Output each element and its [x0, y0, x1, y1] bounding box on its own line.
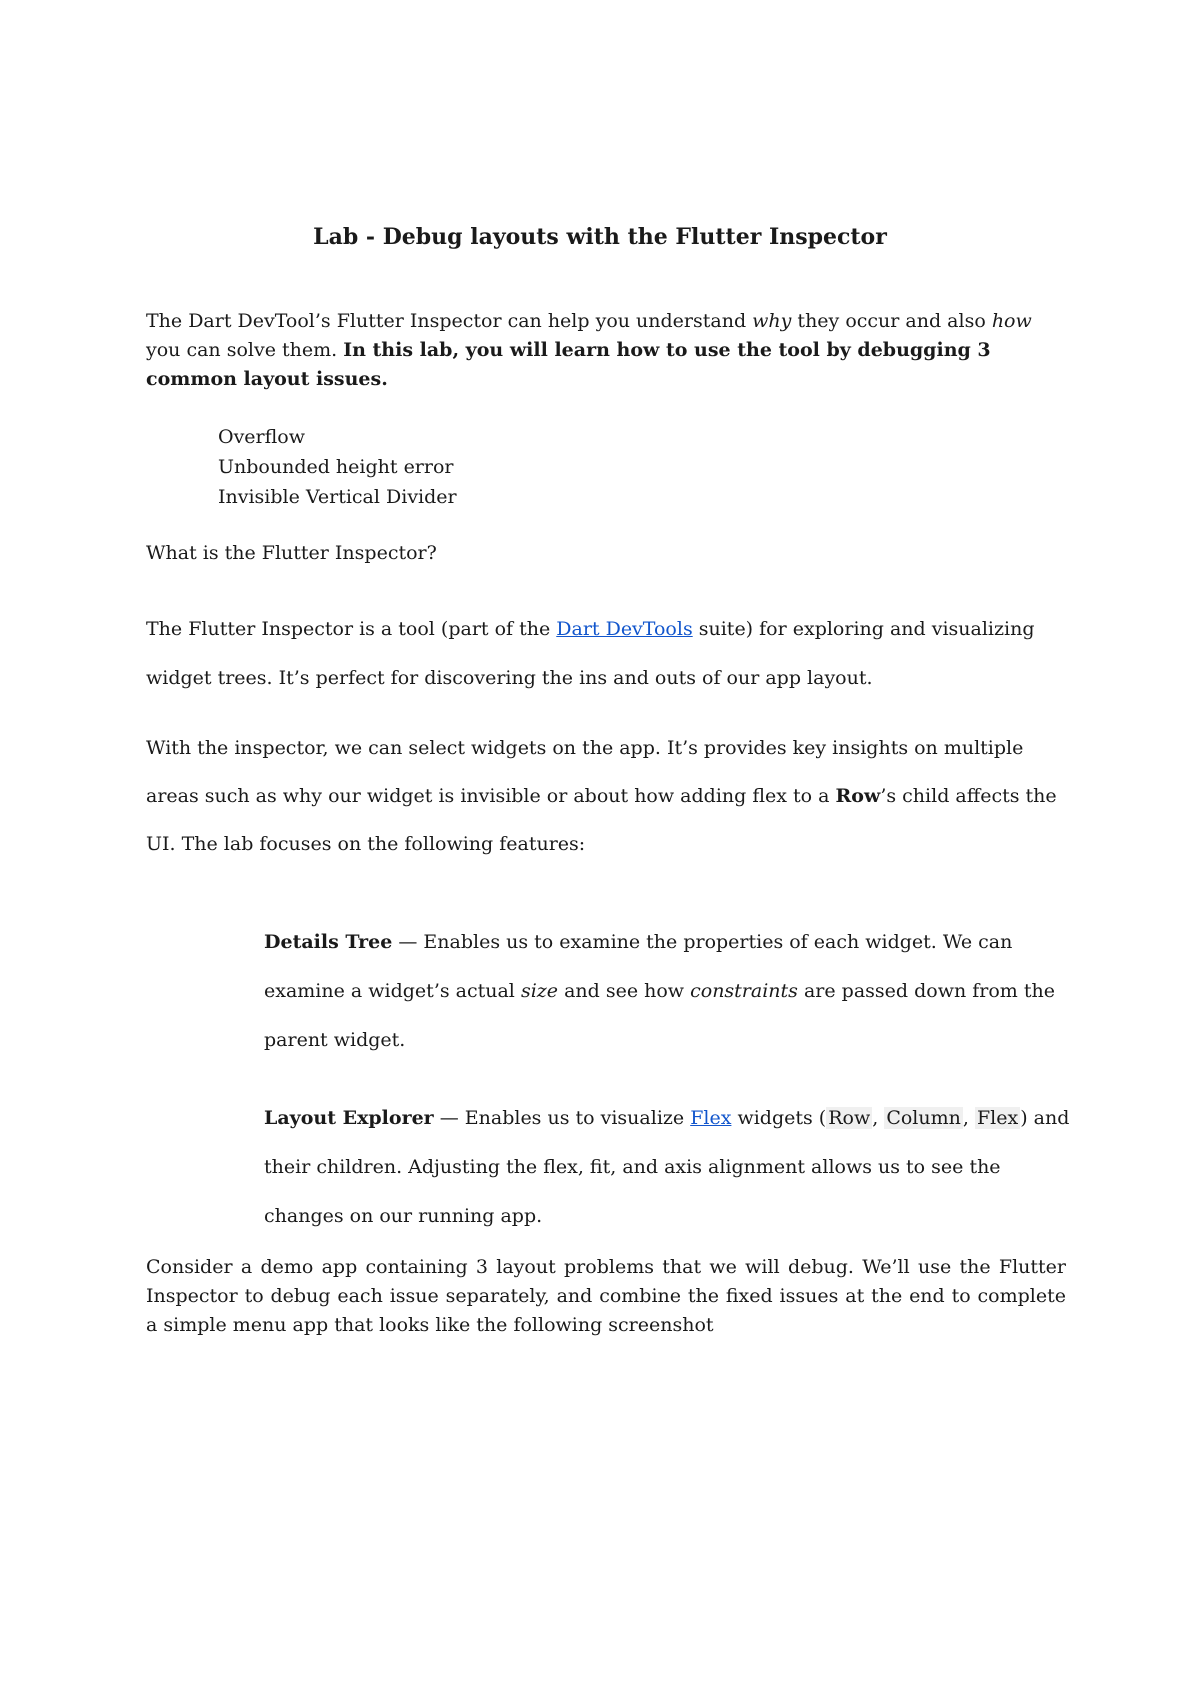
issue-item: Unbounded height error	[218, 456, 454, 478]
feature-text: and see how	[558, 980, 691, 1002]
dart-devtools-link[interactable]: Dart DevTools	[556, 618, 693, 640]
row-bold: Row	[835, 785, 881, 807]
intro-text: The Dart DevTool’s Flutter Inspector can help you understand	[146, 310, 753, 332]
code-flex: Flex	[976, 1107, 1019, 1129]
feature-text: widgets (	[731, 1107, 827, 1129]
paragraph-features	[146, 724, 1066, 868]
feature-name: Details Tree	[264, 931, 393, 953]
intro-paragraph	[146, 307, 1066, 394]
document-title: Lab - Debug layouts with the Flutter Inspector	[313, 224, 887, 250]
feature-text: ,	[872, 1107, 885, 1129]
code-row: Row	[828, 1107, 871, 1129]
intro-why: why	[752, 310, 792, 332]
feature-details-tree	[264, 918, 1074, 1065]
code-column: Column	[886, 1107, 961, 1129]
flex-link[interactable]: Flex	[690, 1107, 732, 1129]
issue-item: Overflow	[218, 426, 306, 448]
paragraph-text: The Flutter Inspector is a tool (part of the	[146, 618, 557, 640]
paragraph-text: ’s child affects the UI. The lab focuses on the following features:	[146, 785, 1057, 855]
feature-size: size	[520, 980, 559, 1002]
intro-text: they occur and also	[791, 310, 992, 332]
section-question: What is the Flutter Inspector?	[146, 542, 437, 564]
feature-text: are passed down from the parent widget.	[264, 980, 1055, 1051]
paragraph-consider: Consider a demo app containing 3 layout problems that we will debug. We’ll use the Flutter Inspector to debug each issue separately, and combine the fixed issues at the end to complete a simple menu app that looks like the following screenshot	[146, 1256, 1066, 1336]
paragraph-inspector	[146, 605, 1066, 703]
issue-list	[218, 422, 1138, 512]
feature-text: — Enables us to examine the properties of each widget. We can examine a widget’s actual	[264, 931, 1013, 1002]
feature-text: ) and their children. Adjusting the flex, fit, and axis alignment allows us to see the changes on our running app.	[264, 1107, 1070, 1227]
intro-how: how	[991, 310, 1032, 332]
paragraph-text: With the inspector, we can select widgets on the app. It’s provides key insights on multiple areas such as why our widget is invisible or about how adding flex to a	[146, 737, 1024, 807]
intro-bold: In this lab, you will learn how to use the tool by debugging 3 common layout issues.	[146, 339, 991, 390]
feature-layout-explorer	[264, 1094, 1074, 1241]
feature-constraints: constraints	[690, 980, 798, 1002]
intro-text: you can solve them.	[146, 339, 344, 361]
issue-item: Invisible Vertical Divider	[218, 486, 457, 508]
feature-text: ,	[962, 1107, 975, 1129]
feature-text: — Enables us to visualize	[433, 1107, 691, 1129]
paragraph-text: suite) for exploring and visualizing widget trees. It’s perfect for discovering the ins and outs of our app layout.	[146, 618, 1035, 689]
feature-name: Layout Explorer	[264, 1107, 434, 1129]
